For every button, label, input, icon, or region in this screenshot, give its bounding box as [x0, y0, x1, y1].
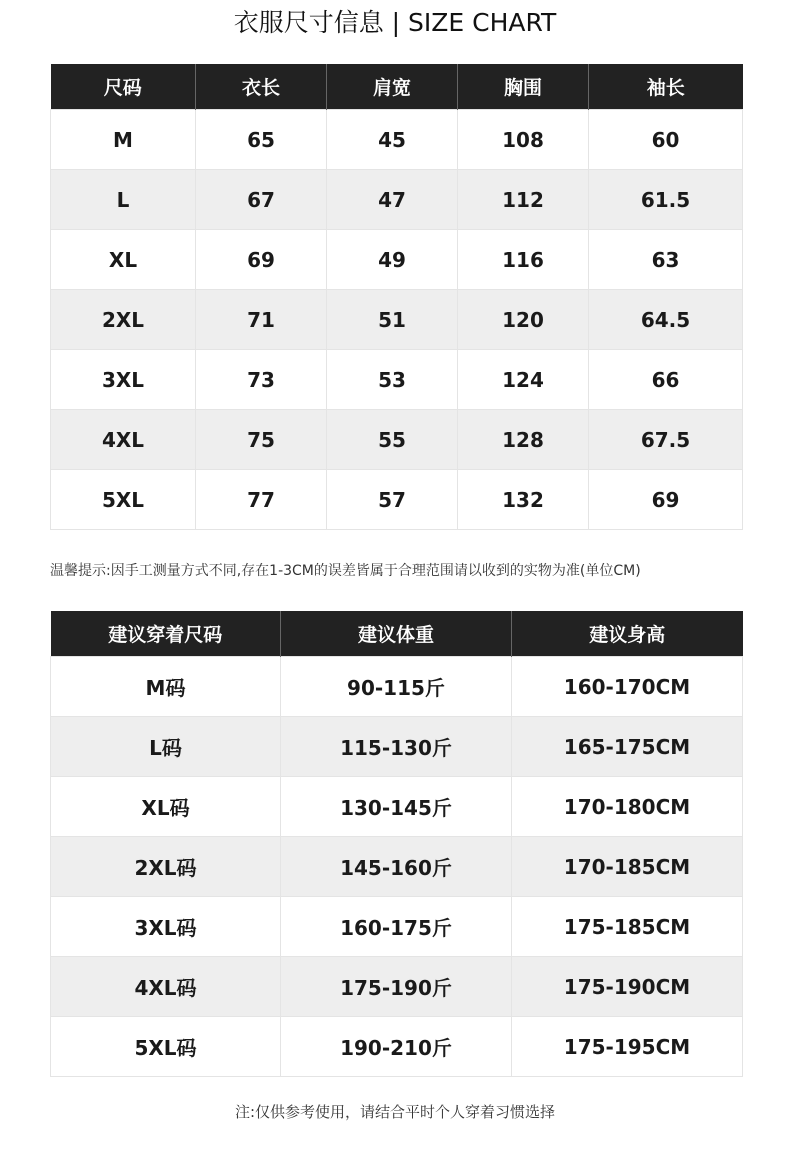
- table-cell: 4XL码: [51, 957, 281, 1017]
- table-cell: M码: [51, 657, 281, 717]
- table-cell: XL: [51, 230, 196, 290]
- table-cell: 3XL: [51, 350, 196, 410]
- table-cell: 63: [589, 230, 743, 290]
- table-cell: 65: [196, 110, 327, 170]
- table-cell: 3XL码: [51, 897, 281, 957]
- table-cell: 130-145斤: [281, 777, 512, 837]
- column-header-recommended-weight: 建议体重: [281, 611, 512, 657]
- table-row: [51, 470, 743, 530]
- table-cell: 175-190斤: [281, 957, 512, 1017]
- table-row: [51, 410, 743, 470]
- table-row: [51, 350, 743, 410]
- table-cell: 170-185CM: [512, 837, 743, 897]
- table-cell: 120: [458, 290, 589, 350]
- table-cell: 2XL: [51, 290, 196, 350]
- table-row: [51, 777, 743, 837]
- page-title: 衣服尺寸信息 | SIZE CHART: [233, 8, 557, 37]
- table-cell: 64.5: [589, 290, 743, 350]
- table-cell: 53: [327, 350, 458, 410]
- table-row: [51, 897, 743, 957]
- recommendation-table: [50, 611, 743, 1077]
- table-cell: 160-170CM: [512, 657, 743, 717]
- table-cell: 175-185CM: [512, 897, 743, 957]
- table-row: [51, 290, 743, 350]
- table-cell: 77: [196, 470, 327, 530]
- table-cell: 67.5: [589, 410, 743, 470]
- table-row: [51, 1017, 743, 1077]
- table-cell: 61.5: [589, 170, 743, 230]
- table-cell: 5XL码: [51, 1017, 281, 1077]
- table-cell: 49: [327, 230, 458, 290]
- table-row: [51, 110, 743, 170]
- table-cell: 165-175CM: [512, 717, 743, 777]
- table-cell: 112: [458, 170, 589, 230]
- table-cell: 124: [458, 350, 589, 410]
- table-cell: 175-190CM: [512, 957, 743, 1017]
- table-row: [51, 957, 743, 1017]
- column-header-chest: 胸围: [458, 64, 589, 110]
- table-cell: 73: [196, 350, 327, 410]
- table-cell: 47: [327, 170, 458, 230]
- column-header-sleeve: 袖长: [589, 64, 743, 110]
- table-cell: 190-210斤: [281, 1017, 512, 1077]
- table-cell: 66: [589, 350, 743, 410]
- table-cell: 2XL码: [51, 837, 281, 897]
- table-cell: 115-130斤: [281, 717, 512, 777]
- table-cell: 71: [196, 290, 327, 350]
- column-header-recommended-size: 建议穿着尺码: [51, 611, 281, 657]
- table-cell: 45: [327, 110, 458, 170]
- table-cell: 175-195CM: [512, 1017, 743, 1077]
- table-row: [51, 230, 743, 290]
- table-row: [51, 657, 743, 717]
- table-cell: 90-115斤: [281, 657, 512, 717]
- size-chart-header-row: [51, 64, 743, 110]
- table-cell: 5XL: [51, 470, 196, 530]
- table-cell: 57: [327, 470, 458, 530]
- table-cell: 60: [589, 110, 743, 170]
- column-header-shoulder: 肩宽: [327, 64, 458, 110]
- table-cell: 108: [458, 110, 589, 170]
- table-cell: 132: [458, 470, 589, 530]
- recommendation-header-row: [51, 611, 743, 657]
- table-cell: 160-175斤: [281, 897, 512, 957]
- table-cell: 116: [458, 230, 589, 290]
- table-cell: 69: [589, 470, 743, 530]
- size-chart-table: [50, 64, 743, 530]
- table-row: [51, 837, 743, 897]
- column-header-size: 尺码: [51, 64, 196, 110]
- table-cell: 145-160斤: [281, 837, 512, 897]
- table-cell: 4XL: [51, 410, 196, 470]
- table-cell: 55: [327, 410, 458, 470]
- table-cell: L码: [51, 717, 281, 777]
- table-cell: 51: [327, 290, 458, 350]
- column-header-recommended-height: 建议身高: [512, 611, 743, 657]
- table-cell: 170-180CM: [512, 777, 743, 837]
- table-row: [51, 717, 743, 777]
- measurement-notice: 温馨提示:因手工测量方式不同,存在1-3CM的误差皆属于合理范围请以收到的实物为准(单位CM): [50, 563, 641, 579]
- table-cell: 128: [458, 410, 589, 470]
- table-cell: 75: [196, 410, 327, 470]
- footer-note: 注:仅供参考使用，请结合平时个人穿着习惯选择: [234, 1103, 556, 1121]
- table-row: [51, 170, 743, 230]
- table-cell: L: [51, 170, 196, 230]
- table-cell: XL码: [51, 777, 281, 837]
- table-cell: 67: [196, 170, 327, 230]
- table-cell: M: [51, 110, 196, 170]
- table-cell: 69: [196, 230, 327, 290]
- column-header-length: 衣长: [196, 64, 327, 110]
